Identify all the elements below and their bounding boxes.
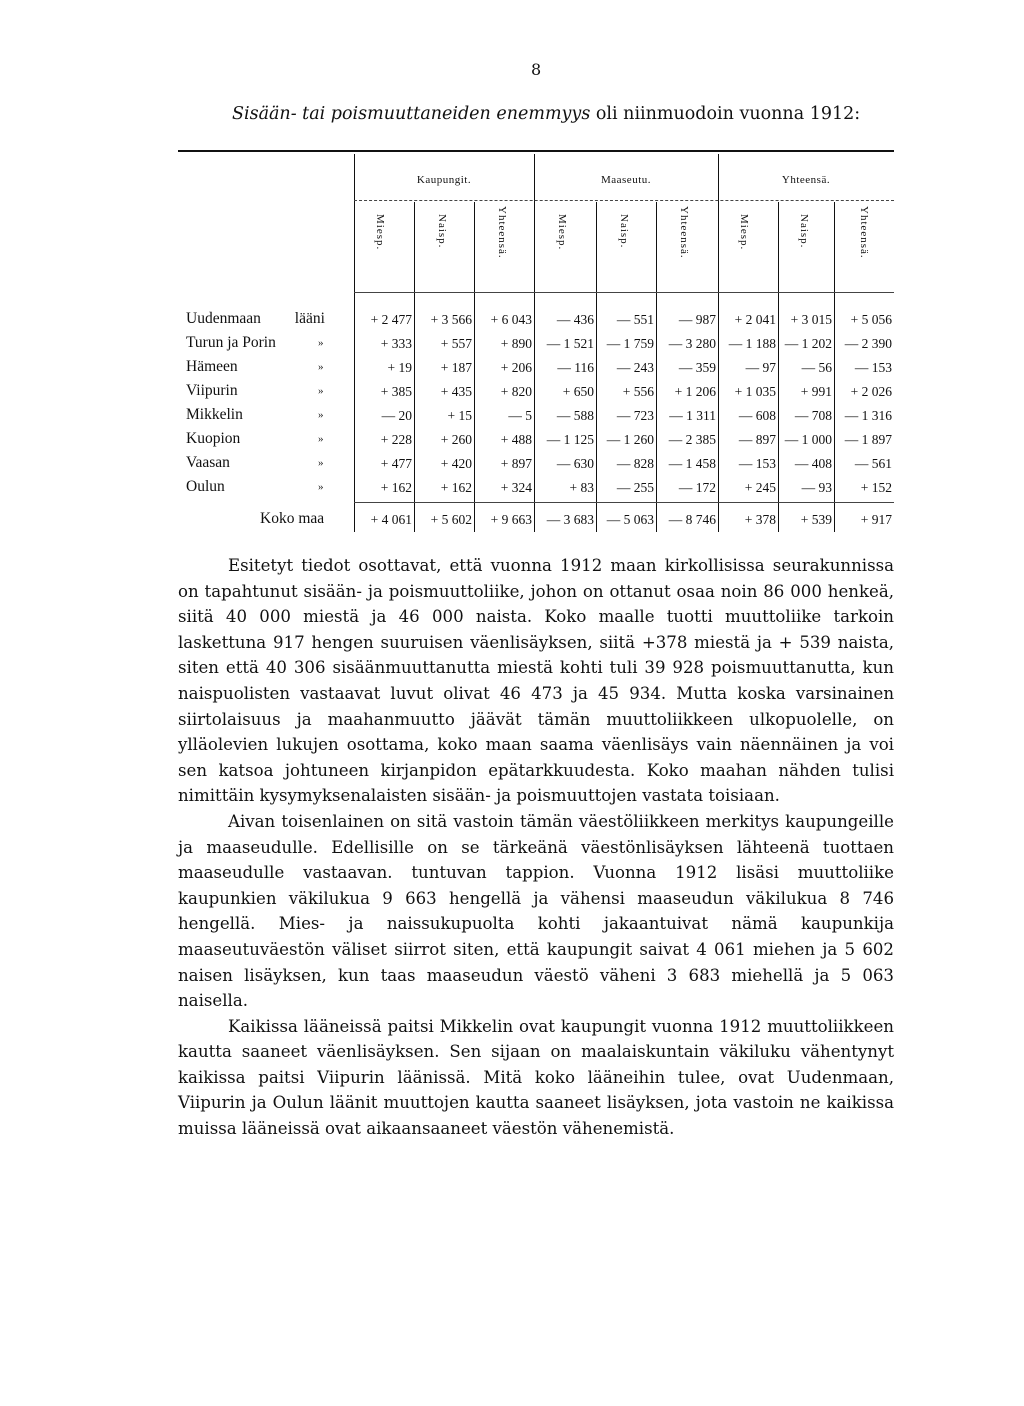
table-cell: — 1 260 — [606, 432, 654, 447]
table-cell: — 255 — [616, 480, 654, 495]
table-cell: — 2 390 — [844, 336, 892, 351]
table-cell: — 153 — [738, 456, 776, 471]
table-cell: — 987 — [678, 312, 716, 327]
table-cell: + 228 — [380, 432, 412, 447]
table-cell: + 9 663 — [490, 512, 532, 527]
table-cell: — 5 — [508, 408, 532, 423]
subheader: Yhteensä. — [858, 206, 870, 259]
table-cell: + 5 056 — [850, 312, 892, 327]
ditto-mark: » — [318, 337, 324, 349]
subheader: Miesp. — [738, 214, 750, 251]
subheader: Naisp. — [798, 214, 810, 249]
subheader: Yhteensä. — [678, 206, 690, 259]
column-rule — [414, 202, 415, 532]
body-text — [178, 553, 894, 1142]
table-cell: + 650 — [562, 384, 594, 399]
ditto-mark: » — [318, 409, 324, 421]
row-label: Oulun — [186, 478, 225, 495]
table-cell: — 359 — [678, 360, 716, 375]
total-label: Koko maa — [260, 510, 325, 527]
table-cell: — 1 311 — [669, 408, 716, 423]
subheader: Miesp. — [374, 214, 386, 251]
row-label: Kuopion — [186, 430, 241, 447]
table-cell: + 6 043 — [490, 312, 532, 327]
subheader: Miesp. — [556, 214, 568, 251]
table-cell: + 245 — [744, 480, 776, 495]
table-cell: — 116 — [557, 360, 594, 375]
row-label: Vaasan — [186, 454, 230, 471]
table-cell: — 1 188 — [728, 336, 776, 351]
table-cell: + 435 — [440, 384, 472, 399]
table-cell: + 206 — [500, 360, 532, 375]
column-rule — [474, 202, 475, 532]
paragraph: Esitetyt tiedot osottavat, että vuonna 1912 maan kirkollisissa seurakunnissa on tapahtunut sisään- ja poismuuttoliike, johon on ottanut osaa noin 86 000 henkeä, siitä 40 000 miestä ja 46 000 naista. Koko maalle tuotti muuttoliike tarkoin laskettuna 917 hengen suuruisen väenlisäyksen, siitä +378 miestä ja + 539 naista, siten että 40 306 sisäänmuuttanutta miestä kohti tuli 39 928 poismuuttanutta, kun naispuolisten vastaavat luvut olivat 46 473 ja 45 934. Mutta koska varsinainen siirtolaisuus ja maahanmuutto jäävät tämän muuttoliikkeen ulkopuolelle, on ylläolevien lukujen osottama, koko maan saama väenlisäys vain näennäinen ja voi sen katsoa johtuneen kirjanpidon epätarkkuudesta. Koko maahan nähden tulisi nimittäin kysymyksenalaisten sisään- ja poismuuttojen vastata toisiaan. — [178, 556, 894, 806]
table-cell: + 385 — [380, 384, 412, 399]
ditto-mark: » — [318, 385, 324, 397]
table-cell: — 8 746 — [668, 512, 716, 527]
table-cell: + 917 — [860, 512, 892, 527]
table-cell: + 1 206 — [674, 384, 716, 399]
table-cell: — 1 202 — [784, 336, 832, 351]
table-cell: + 477 — [380, 456, 412, 471]
page-number: 8 — [531, 60, 542, 79]
table-cell: + 2 041 — [734, 312, 776, 327]
header-rule — [354, 200, 894, 201]
table-cell: + 557 — [440, 336, 472, 351]
table-cell: — 20 — [381, 408, 412, 423]
column-rule — [718, 154, 719, 532]
table-cell: + 83 — [569, 480, 594, 495]
table-cell: — 1 316 — [844, 408, 892, 423]
paragraph: Aivan toisenlainen on sitä vastoin tämän väestöliikkeen merkitys kaupungeille ja maaseudulle. Edellisille on se tärkeänä väestönlisäyksen lähteenä tuottaen maaseudulle vastaavan. tuntuvan tappion. Vuonna 1912 lisäsi muuttoliike kaupunkien väkilukua 9 663 hengellä ja vähensi maaseudun väkilukua 8 746 hengellä. Mies- ja naissukupuolta kohti jakaantuivat nämä kaupunkija maaseutuväestön väliset siirrot siten, että kaupungit saivat 4 061 miehen ja 5 602 naisen lisäyksen, kun taas maaseudun väestö väheni 3 683 miehellä ja 5 063 naisella. — [178, 811, 894, 1011]
table-cell: + 820 — [500, 384, 532, 399]
table-cell: + 162 — [440, 480, 472, 495]
table-cell: + 333 — [380, 336, 412, 351]
table-cell: + 556 — [622, 384, 654, 399]
ditto-mark: » — [318, 433, 324, 445]
table-cell: — 5 063 — [606, 512, 654, 527]
subheader: Naisp. — [436, 214, 448, 249]
table-cell: — 3 280 — [668, 336, 716, 351]
subheader: Naisp. — [618, 214, 630, 249]
table-cell: — 1 897 — [844, 432, 892, 447]
table-cell: + 324 — [500, 480, 532, 495]
table-cell: + 152 — [860, 480, 892, 495]
table-cell: + 19 — [387, 360, 412, 375]
table-cell: + 897 — [500, 456, 532, 471]
table-caption — [232, 104, 860, 124]
table-cell: — 172 — [678, 480, 716, 495]
table-cell: — 3 683 — [546, 512, 594, 527]
column-rule — [656, 202, 657, 532]
table-cell: + 3 566 — [430, 312, 472, 327]
table-cell: + 187 — [440, 360, 472, 375]
caption-italic: Sisään- tai poismuuttaneiden enemmyys — [232, 104, 591, 124]
table-cell: + 5 602 — [430, 512, 472, 527]
row-label: Mikkelin — [186, 406, 243, 423]
table-cell: — 1 521 — [546, 336, 594, 351]
table-cell: — 56 — [801, 360, 832, 375]
column-rule — [534, 154, 535, 532]
table-cell: + 488 — [500, 432, 532, 447]
table-cell: — 153 — [854, 360, 892, 375]
row-label: Turun ja Porin — [186, 334, 276, 351]
table-cell: + 15 — [447, 408, 472, 423]
table-cell: — 588 — [556, 408, 594, 423]
table-cell: — 97 — [745, 360, 776, 375]
table-top-rule — [178, 150, 894, 152]
table-cell: — 828 — [616, 456, 654, 471]
caption-regular: oli niinmuodoin vuonna 1912: — [590, 104, 861, 124]
table-cell: + 378 — [744, 512, 776, 527]
table-cell: — 551 — [616, 312, 654, 327]
column-rule — [834, 202, 835, 532]
table-cell: + 3 015 — [790, 312, 832, 327]
table-cell: — 93 — [801, 480, 832, 495]
group-header-maaseutu: Maaseutu. — [600, 174, 651, 186]
row-label: Hämeen — [186, 358, 238, 375]
table-cell: — 1 759 — [606, 336, 654, 351]
column-rule — [778, 202, 779, 532]
table-cell: + 2 477 — [370, 312, 412, 327]
table-cell: — 630 — [556, 456, 594, 471]
group-header-kaupungit: Kaupungit. — [416, 174, 472, 186]
row-label: Uudenmaan lääni — [186, 310, 325, 327]
table-cell: — 1 000 — [784, 432, 832, 447]
paragraph: Kaikissa lääneissä paitsi Mikkelin ovat kaupungit vuonna 1912 muuttoliikkeen kautta saaneet väenlisäyksen. Sen sijaan on maalaiskuntain väkiluku vähentynyt kaikissa paitsi Viipurin läänissä. Mitä koko lääneihin tulee, ovat Uudenmaan, Viipurin ja Oulun läänit muuttojen kautta saaneet lisäyksen, jota vastoin ne kaikissa muissa lääneissä ovat aikaansaaneet väestön vähenemistä. — [178, 1016, 894, 1139]
table-cell: + 1 035 — [734, 384, 776, 399]
column-rule — [596, 202, 597, 532]
table-cell: + 991 — [800, 384, 832, 399]
ditto-mark: » — [318, 361, 324, 373]
table-cell: — 436 — [556, 312, 594, 327]
table-cell: + 539 — [800, 512, 832, 527]
table-cell: — 708 — [794, 408, 832, 423]
table-cell: + 420 — [440, 456, 472, 471]
header-rule — [354, 292, 894, 293]
total-rule — [354, 502, 894, 503]
subheader: Yhteensä. — [496, 206, 508, 259]
column-rule — [354, 154, 355, 532]
table-cell: — 2 385 — [668, 432, 716, 447]
table-cell: — 408 — [794, 456, 832, 471]
migration-table — [178, 150, 894, 532]
table-cell: — 1 125 — [546, 432, 594, 447]
table-cell: — 608 — [738, 408, 776, 423]
table-cell: — 243 — [616, 360, 654, 375]
table-cell: + 4 061 — [370, 512, 412, 527]
table-cell: — 897 — [738, 432, 776, 447]
table-cell: — 1 458 — [668, 456, 716, 471]
group-header-yhteensa: Yhteensä. — [781, 174, 831, 186]
table-cell: — 723 — [616, 408, 654, 423]
table-cell: + 890 — [500, 336, 532, 351]
ditto-mark: » — [318, 481, 324, 493]
table-cell: — 561 — [854, 456, 892, 471]
row-label: Viipurin — [186, 382, 238, 399]
table-cell: + 260 — [440, 432, 472, 447]
ditto-mark: » — [318, 457, 324, 469]
table-cell: + 162 — [380, 480, 412, 495]
table-cell: + 2 026 — [850, 384, 892, 399]
